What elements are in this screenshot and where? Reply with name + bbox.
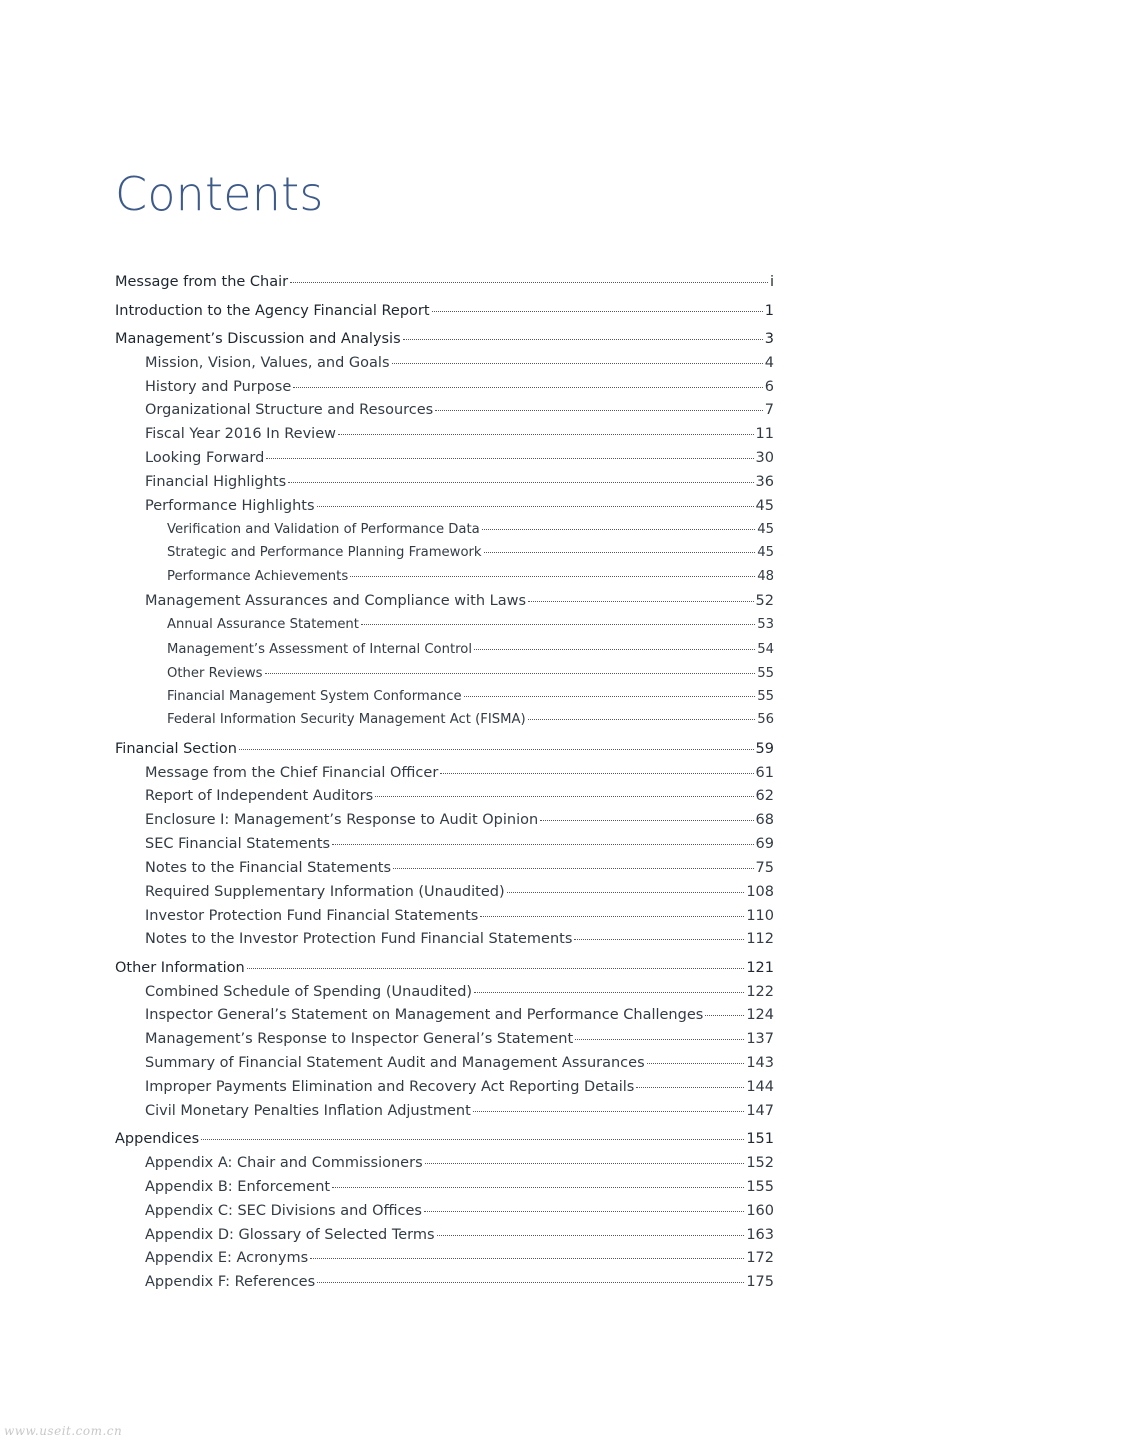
toc-entry-page: 175 bbox=[746, 1274, 774, 1290]
dot-leader bbox=[375, 796, 753, 797]
dot-leader bbox=[528, 601, 754, 602]
toc-entry[interactable] bbox=[115, 739, 774, 759]
toc-entry[interactable] bbox=[167, 687, 774, 707]
toc-entry[interactable] bbox=[145, 982, 774, 1002]
toc-entry-label: Appendix E: Acronyms bbox=[145, 1250, 309, 1266]
dot-leader bbox=[424, 1211, 744, 1212]
dot-leader bbox=[484, 552, 756, 553]
toc-entry[interactable] bbox=[145, 448, 774, 468]
page-title: Contents bbox=[115, 167, 324, 221]
dot-leader bbox=[265, 673, 756, 674]
toc-entry-page: 52 bbox=[755, 593, 774, 609]
dot-leader bbox=[474, 992, 744, 993]
toc-entry-label: Management’s Discussion and Analysis bbox=[115, 331, 401, 347]
toc-entry-page: 143 bbox=[746, 1055, 774, 1071]
dot-leader bbox=[332, 844, 753, 845]
toc-entry-label: Management Assurances and Compliance with Laws bbox=[145, 593, 527, 609]
toc-entry[interactable] bbox=[145, 1005, 774, 1025]
toc-entry-page: 110 bbox=[746, 908, 774, 924]
toc-entry-page: 172 bbox=[746, 1250, 774, 1266]
toc-entry-label: Financial Management System Conformance bbox=[167, 689, 462, 704]
dot-leader bbox=[317, 1282, 744, 1283]
toc-entry-label: Mission, Vision, Values, and Goals bbox=[145, 355, 390, 371]
dot-leader bbox=[338, 434, 754, 435]
dot-leader bbox=[440, 773, 753, 774]
dot-leader bbox=[575, 1039, 744, 1040]
toc-entry-label: Message from the Chief Financial Officer bbox=[145, 765, 439, 781]
toc-entry-label: Appendix A: Chair and Commissioners bbox=[145, 1155, 423, 1171]
dot-leader bbox=[482, 529, 755, 530]
dot-leader bbox=[705, 1015, 744, 1016]
dot-leader bbox=[266, 458, 753, 459]
toc-entry-page: 61 bbox=[755, 765, 774, 781]
toc-entry[interactable] bbox=[145, 1077, 774, 1097]
toc-entry-page: 4 bbox=[764, 355, 774, 371]
toc-entry-page: 124 bbox=[746, 1007, 774, 1023]
toc-entry[interactable] bbox=[145, 1177, 774, 1197]
toc-entry[interactable] bbox=[145, 1153, 774, 1173]
toc-entry[interactable] bbox=[145, 1029, 774, 1049]
toc-entry-label: Strategic and Performance Planning Framework bbox=[167, 545, 482, 560]
dot-leader bbox=[293, 387, 762, 388]
dot-leader bbox=[247, 968, 745, 969]
toc-entry[interactable] bbox=[145, 472, 774, 492]
toc-entry[interactable] bbox=[145, 906, 774, 926]
toc-entry-page: 137 bbox=[746, 1031, 774, 1047]
dot-leader bbox=[392, 363, 763, 364]
toc-entry-label: Introduction to the Agency Financial Report bbox=[115, 303, 430, 319]
toc-entry-label: Appendix C: SEC Divisions and Offices bbox=[145, 1203, 422, 1219]
toc-entry-page: 55 bbox=[757, 689, 774, 704]
toc-entry[interactable] bbox=[115, 1129, 774, 1149]
dot-leader bbox=[437, 1235, 745, 1236]
toc-entry-page: 45 bbox=[755, 498, 774, 514]
toc-entry[interactable] bbox=[167, 543, 774, 563]
toc-entry[interactable] bbox=[145, 810, 774, 830]
dot-leader bbox=[239, 749, 754, 750]
toc-entry-page: 56 bbox=[757, 712, 774, 727]
toc-entry-label: Investor Protection Fund Financial Statements bbox=[145, 908, 479, 924]
toc-entry-label: Financial Section bbox=[115, 741, 237, 757]
dot-leader bbox=[332, 1187, 744, 1188]
toc-entry[interactable] bbox=[145, 834, 774, 854]
dot-leader bbox=[201, 1139, 744, 1140]
dot-leader bbox=[290, 282, 768, 283]
toc-entry-label: Notes to the Financial Statements bbox=[145, 860, 392, 876]
toc-entry[interactable] bbox=[145, 377, 774, 397]
toc-entry[interactable] bbox=[145, 1248, 774, 1268]
toc-entry[interactable] bbox=[167, 567, 774, 587]
dot-leader bbox=[528, 719, 756, 720]
dot-leader bbox=[350, 576, 755, 577]
toc-entry-page: 48 bbox=[757, 569, 774, 584]
toc-entry-page: 155 bbox=[746, 1179, 774, 1195]
toc-entry[interactable] bbox=[115, 958, 774, 978]
toc-entry-label: Federal Information Security Management Act (FISMA) bbox=[167, 712, 526, 727]
dot-leader bbox=[425, 1163, 745, 1164]
toc-entry-page: 160 bbox=[746, 1203, 774, 1219]
toc-entry-page: 69 bbox=[755, 836, 774, 852]
toc-entry-label: Appendices bbox=[115, 1131, 200, 1147]
toc-entry-page: 147 bbox=[746, 1103, 774, 1119]
dot-leader bbox=[507, 892, 745, 893]
toc-entry-label: Combined Schedule of Spending (Unaudited) bbox=[145, 984, 473, 1000]
toc-entry-page: 54 bbox=[757, 642, 774, 657]
dot-leader bbox=[435, 410, 763, 411]
toc-entry[interactable] bbox=[115, 329, 774, 349]
toc-entry[interactable] bbox=[115, 301, 774, 321]
dot-leader bbox=[540, 820, 753, 821]
toc-entry-label: Improper Payments Elimination and Recovery Act Reporting Details bbox=[145, 1079, 635, 1095]
dot-leader bbox=[288, 482, 753, 483]
toc-entry-page: i bbox=[769, 274, 774, 290]
toc-entry-label: Summary of Financial Statement Audit and Management Assurances bbox=[145, 1055, 645, 1071]
toc-entry[interactable] bbox=[167, 615, 774, 635]
toc-entry-page: 3 bbox=[764, 331, 774, 347]
toc-entry[interactable] bbox=[145, 496, 774, 516]
dot-leader bbox=[464, 696, 756, 697]
toc-entry-label: Financial Highlights bbox=[145, 474, 287, 490]
toc-entry-label: Performance Highlights bbox=[145, 498, 315, 514]
toc-entry[interactable] bbox=[145, 858, 774, 878]
dot-leader bbox=[480, 916, 744, 917]
dot-leader bbox=[432, 311, 763, 312]
toc-entry-page: 121 bbox=[746, 960, 774, 976]
toc-entry-page: 151 bbox=[746, 1131, 774, 1147]
toc-entry-page: 45 bbox=[757, 545, 774, 560]
toc-entry-label: Appendix D: Glossary of Selected Terms bbox=[145, 1227, 435, 1243]
toc-entry-page: 68 bbox=[755, 812, 774, 828]
toc-entry-page: 152 bbox=[746, 1155, 774, 1171]
toc-entry[interactable] bbox=[167, 520, 774, 540]
dot-leader bbox=[474, 649, 755, 650]
toc-entry-label: Looking Forward bbox=[145, 450, 265, 466]
toc-entry-label: Notes to the Investor Protection Fund Financial Statements bbox=[145, 931, 573, 947]
toc-entry-page: 75 bbox=[755, 860, 774, 876]
toc-entry[interactable] bbox=[145, 1201, 774, 1221]
toc-entry[interactable] bbox=[145, 763, 774, 783]
dot-leader bbox=[310, 1258, 744, 1259]
toc-entry-page: 59 bbox=[755, 741, 774, 757]
toc-entry-label: Management’s Response to Inspector General’s Statement bbox=[145, 1031, 574, 1047]
toc-entry-label: Fiscal Year 2016 In Review bbox=[145, 426, 336, 442]
toc-entry-label: Report of Independent Auditors bbox=[145, 788, 374, 804]
toc-entry-label: History and Purpose bbox=[145, 379, 292, 395]
dot-leader bbox=[574, 939, 744, 940]
toc-entry[interactable] bbox=[167, 710, 774, 730]
dot-leader bbox=[393, 868, 754, 869]
toc-entry[interactable] bbox=[115, 272, 774, 292]
toc-entry-page: 30 bbox=[755, 450, 774, 466]
toc-entry-label: Appendix F: References bbox=[145, 1274, 316, 1290]
toc-entry-page: 6 bbox=[764, 379, 774, 395]
dot-leader bbox=[636, 1087, 744, 1088]
toc-entry-page: 36 bbox=[755, 474, 774, 490]
toc-entry-label: Inspector General’s Statement on Management and Performance Challenges bbox=[145, 1007, 704, 1023]
dot-leader bbox=[647, 1063, 745, 1064]
toc-entry-label: Annual Assurance Statement bbox=[167, 617, 359, 632]
toc-entry-label: Organizational Structure and Resources bbox=[145, 402, 434, 418]
toc-entry-page: 108 bbox=[746, 884, 774, 900]
toc-entry[interactable] bbox=[145, 1053, 774, 1073]
dot-leader bbox=[317, 506, 754, 507]
toc-entry-page: 53 bbox=[757, 617, 774, 632]
toc-entry[interactable] bbox=[145, 400, 774, 420]
toc-entry-page: 122 bbox=[746, 984, 774, 1000]
toc-entry-label: SEC Financial Statements bbox=[145, 836, 331, 852]
toc-entry-label: Performance Achievements bbox=[167, 569, 349, 584]
toc-entry-page: 55 bbox=[757, 666, 774, 681]
toc-entry[interactable] bbox=[145, 591, 774, 611]
toc-entry-page: 11 bbox=[755, 426, 774, 442]
toc-entry-label: Appendix B: Enforcement bbox=[145, 1179, 331, 1195]
toc-entry-page: 62 bbox=[755, 788, 774, 804]
toc-entry[interactable] bbox=[167, 664, 774, 684]
toc-entry-page: 163 bbox=[746, 1227, 774, 1243]
toc-entry-label: Other Information bbox=[115, 960, 245, 976]
toc-entry-label: Message from the Chair bbox=[115, 274, 289, 290]
toc-entry-page: 1 bbox=[764, 303, 774, 319]
dot-leader bbox=[473, 1111, 745, 1112]
toc-entry[interactable] bbox=[145, 786, 774, 806]
toc-entry-label: Civil Monetary Penalties Inflation Adjustment bbox=[145, 1103, 471, 1119]
toc-entry-label: Required Supplementary Information (Unaudited) bbox=[145, 884, 505, 900]
toc-entry[interactable] bbox=[167, 640, 774, 660]
toc-entry-page: 144 bbox=[746, 1079, 774, 1095]
toc-entry-label: Other Reviews bbox=[167, 666, 263, 681]
toc-entry[interactable] bbox=[145, 882, 774, 902]
toc-entry-page: 45 bbox=[757, 522, 774, 537]
toc-entry[interactable] bbox=[145, 1272, 774, 1292]
toc-entry-page: 112 bbox=[746, 931, 774, 947]
toc-entry[interactable] bbox=[145, 353, 774, 373]
dot-leader bbox=[403, 339, 763, 340]
toc-entry[interactable] bbox=[145, 1225, 774, 1245]
toc-entry-page: 7 bbox=[764, 402, 774, 418]
toc-entry-label: Verification and Validation of Performance Data bbox=[167, 522, 480, 537]
dot-leader bbox=[361, 624, 755, 625]
toc-entry-label: Management’s Assessment of Internal Control bbox=[167, 642, 473, 657]
toc-entry[interactable] bbox=[145, 424, 774, 444]
toc-entry-label: Enclosure I: Management’s Response to Audit Opinion bbox=[145, 812, 539, 828]
toc-entry[interactable] bbox=[145, 929, 774, 949]
toc-entry[interactable] bbox=[145, 1101, 774, 1121]
watermark: www.useit.com.cn bbox=[4, 1424, 123, 1438]
